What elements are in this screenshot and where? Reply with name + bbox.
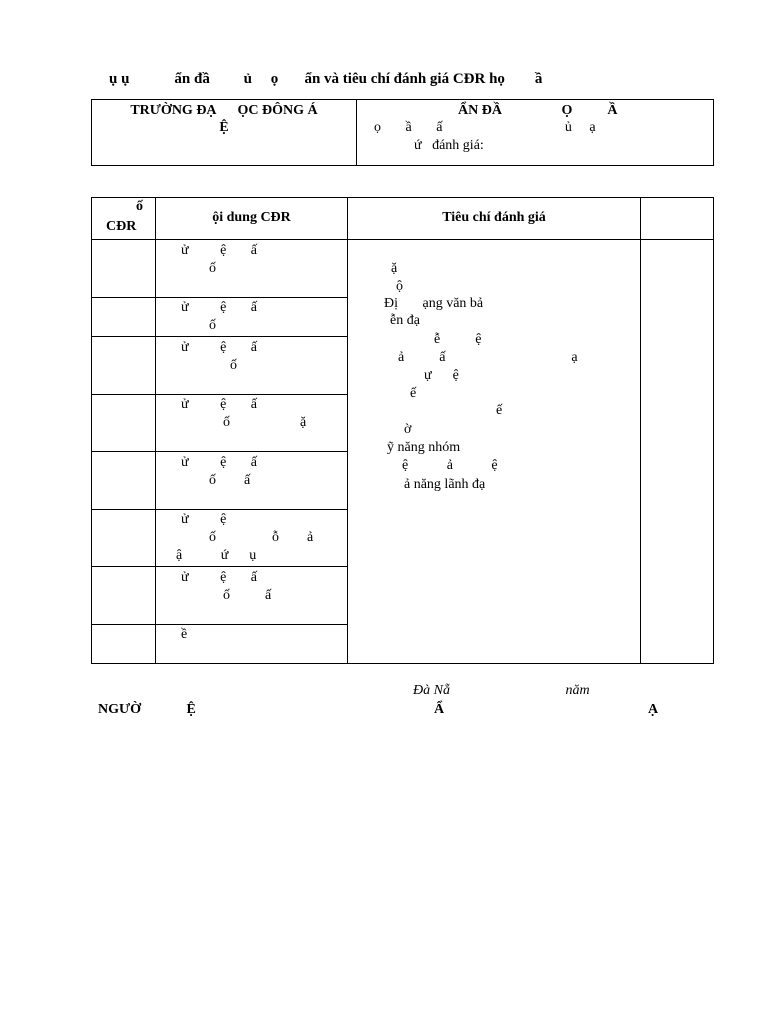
- criteria-item: ả ấ ạ: [398, 350, 578, 365]
- row1-line1: ử ệ ấ: [181, 243, 258, 258]
- preparer-signature: NGƯỜ Ệ: [98, 702, 196, 717]
- department-signature: Ẩ: [434, 702, 445, 717]
- criteria-item: ệ ả ệ: [402, 458, 498, 473]
- row2-line2: ố: [181, 318, 216, 333]
- row-line: [91, 336, 348, 337]
- col-line-2: [347, 197, 348, 664]
- row4-line2: ố ặ: [181, 415, 307, 430]
- row5-line1: ử ệ ấ: [181, 455, 258, 470]
- row1-line2: ố: [181, 261, 216, 276]
- row7-line1: ử ệ ấ: [181, 570, 258, 585]
- form-title: ẨN ĐẦ Ọ Ầ: [458, 103, 618, 118]
- row6-line2: ố ỗ ả: [181, 530, 314, 545]
- header-divider: [356, 99, 357, 166]
- header-code: CĐR: [106, 219, 137, 234]
- criteria-item: ặ: [391, 261, 398, 276]
- criteria-item: ả năng lãnh đạ: [404, 477, 486, 492]
- criteria-item: ộ: [396, 279, 403, 294]
- row6-line3: ậ ứ ụ: [176, 548, 257, 563]
- form-subtitle: ọ ầ ấ ủ ạ: [374, 120, 596, 135]
- header-criteria: Tiêu chí đánh giá: [442, 210, 546, 225]
- header-row-line: [91, 239, 714, 240]
- criteria-item: ễn đạ: [390, 313, 420, 328]
- document-title: ụ ụ ẩn đầ ủ ọ ẩn và tiêu chí đánh giá CĐR họ ầ: [109, 71, 543, 87]
- row2-line1: ử ệ ấ: [181, 300, 258, 315]
- approver-signature: Ạ: [648, 702, 659, 717]
- criteria-item: ế: [496, 403, 503, 418]
- row5-line2: ố ấ: [181, 473, 251, 488]
- row3-line1: ử ệ ấ: [181, 340, 258, 355]
- form-method: ứ đánh giá:: [414, 138, 484, 153]
- row7-line2: ố ấ: [181, 588, 272, 603]
- row-line: [91, 297, 348, 298]
- row-line: [91, 624, 348, 625]
- row3-line2: ố: [181, 358, 237, 373]
- row-line: [91, 394, 348, 395]
- criteria-item: ự ệ: [424, 368, 459, 383]
- place-date: Đà Nẵ năm: [413, 683, 590, 698]
- col-line-1: [155, 197, 156, 664]
- col-line-3: [640, 197, 641, 664]
- school-name: TRƯỜNG ĐẠ ỌC ĐÔNG Á: [130, 103, 318, 118]
- row8-line1: ề: [181, 627, 188, 642]
- row-line: [91, 509, 348, 510]
- criteria-item: ễ ệ: [434, 332, 482, 347]
- criteria-item: ỹ năng nhóm: [387, 440, 461, 455]
- row-line: [91, 451, 348, 452]
- criteria-item: ờ: [404, 422, 412, 437]
- school-sub: Ệ: [219, 120, 229, 135]
- row-line: [91, 566, 348, 567]
- row4-line1: ử ệ ấ: [181, 397, 258, 412]
- criteria-item: Đị ạng văn bả: [384, 296, 484, 311]
- header-code-top: ố: [136, 199, 143, 214]
- criteria-item: ế: [410, 386, 417, 401]
- row6-line1: ử ệ: [181, 512, 227, 527]
- header-content: ội dung CĐR: [212, 210, 291, 225]
